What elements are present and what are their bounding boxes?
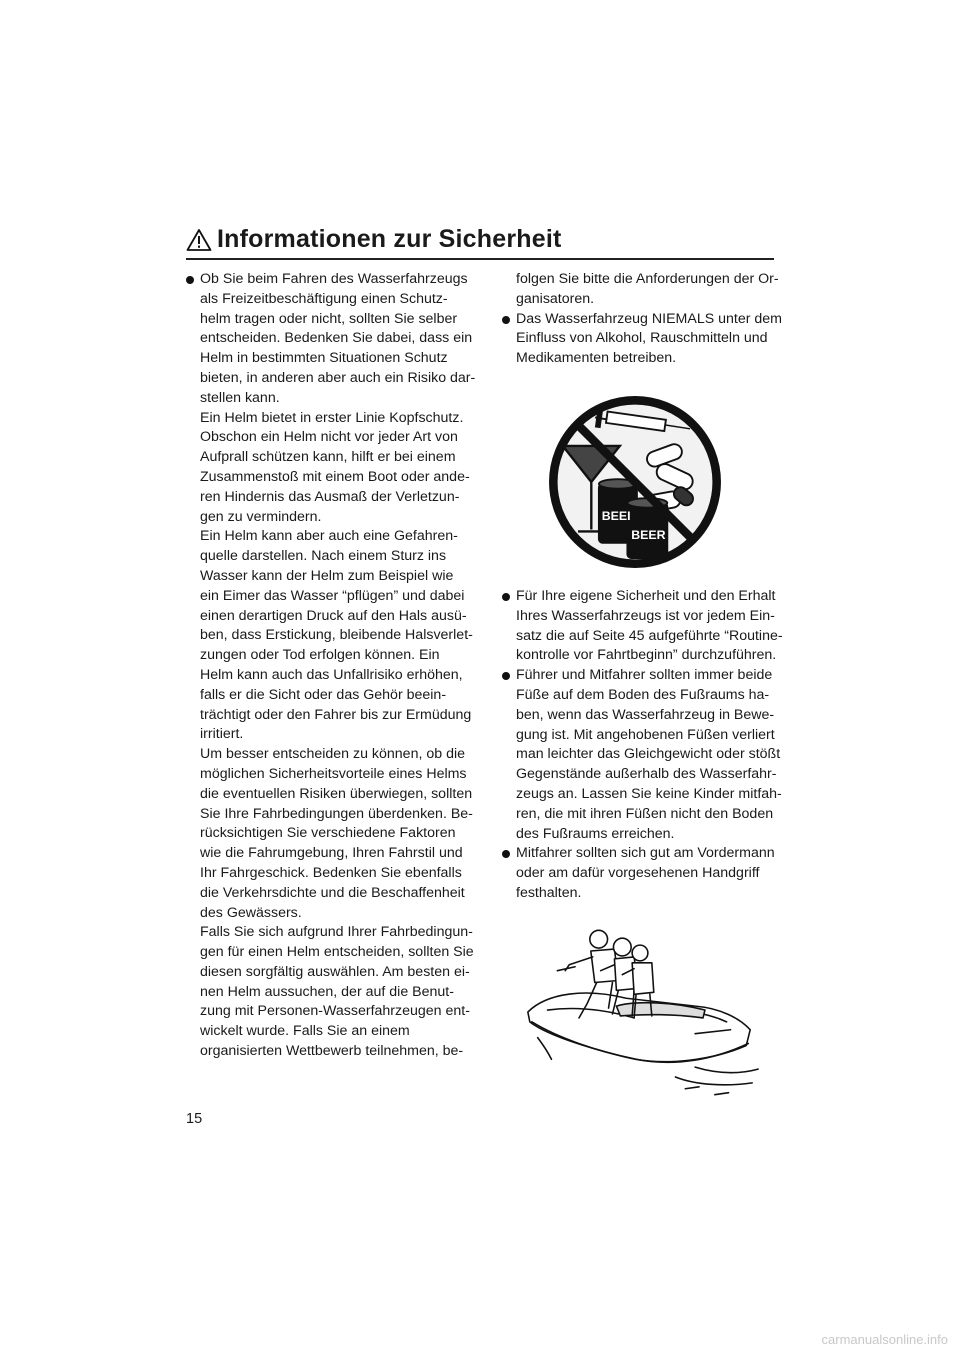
section-header [186, 224, 774, 260]
footer-watermark: carmanualsonline.info [821, 1332, 948, 1347]
bullet-dot [502, 850, 510, 858]
right-column [502, 270, 783, 1108]
paragraph-helmet-danger: Ein Helm kann aber auch eine Gefahren- quelle darstellen. Nach einem Sturz ins Wasser kann der Helm zum Beispiel wie ein Eimer das Wasser “pflügen” und dabei einen derartigen Druck auf den Hals ausü- ben, dass Erstickung, bleibende Halsverlet- zungen oder Tod erfolgen können. Ein Helm kann auch das Unfallrisiko erhöhen, falls er die Sicht oder das Gehör beein- trächtigt oder den Fahrer bis zur Ermüdung irritiert. [200, 528, 473, 743]
bullet-passengers-hold: Mitfahrer sollten sich gut am Vordermann oder am dafür vorgesehenen Handgriff festhalten. [502, 844, 774, 903]
paragraph-helmet-intro: Ob Sie beim Fahren des Wasserfahrzeugs als Freizeitbeschäftigung einen Schutz- helm tragen oder nicht, sollten Sie selber entscheiden. Bedenken Sie dabei, dass ein Helm in bestimmten Situationen Schutz bieten, in anderen aber auch ein Risiko dar- stellen kann. [200, 271, 476, 406]
bullet-feet-on-floor: Führer und Mitfahrer sollten immer beide Füße auf dem Boden des Fußraums ha- ben, wenn das Wasserfahrzeug in Bewe- gung ist. Mit angehobenen Füßen verliert man leichter das Gleichgewicht oder stößt Gegenstände außerhalb des Wasserfahr- zeugs an. Lassen Sie keine Kinder mitfah- ren, die mit ihren Füßen nicht den Boden des Fußraums erreichen. [502, 666, 774, 844]
bullet-dot [502, 316, 510, 324]
bullet-helmet [186, 270, 476, 1062]
can-label-2: BEER [631, 527, 666, 542]
paragraph-continuation: folgen Sie bitte die Anforderungen der Or- ganisatoren. [516, 271, 779, 307]
watercraft-riders-illustration [518, 918, 764, 1108]
paragraph-helmet-selection: Falls Sie sich aufgrund Ihrer Fahrbedingun- gen für einen Helm entscheiden, sollten Sie diesen sorgfältig auswählen. Am besten ei- nen Helm aussuchen, der auf die Benut- zung mit Personen-Wasserfahrzeugen ent- wickelt wurde. Falls Sie an einem organisierten Wettbewerb teilnehmen, be- [200, 924, 474, 1060]
page-title: Informationen zur Sicherheit [217, 225, 562, 253]
no-alcohol-drugs-illustration [540, 387, 730, 577]
page-number: 15 [186, 1111, 203, 1127]
bullet-dot [186, 276, 194, 284]
bullet-no-alcohol: Das Wasserfahrzeug NIEMALS unter dem Einfluss von Alkohol, Rauschmitteln und Medikamenten betreiben. [502, 310, 774, 369]
paragraph-helmet-protection: Ein Helm bietet in erster Linie Kopfschutz. Obschon ein Helm nicht vor jeder Art von Aufprall schützen kann, hilft er bei einem Zusammenstoß mit einem Boot oder ande- ren Hindernis das Ausmaß der Verletzun- gen zu vermindern. [200, 409, 470, 525]
warning-triangle-icon [186, 228, 212, 252]
bullet-dot [502, 593, 510, 601]
paragraph-helmet-decision: Um besser entscheiden zu können, ob die möglichen Sicherheitsvorteile eines Helms die eventuellen Risiken überwiegen, sollten Sie Ihre Fahrbedingungen überdenken. Be- rücksichtigen Sie verschiedene Faktoren wie die Fahrumgebung, Ihren Fahrstil und Ihr Fahrgeschick. Bedenken Sie ebenfalls die Verkehrsdichte und die Beschaffenheit des Gewässers. [200, 746, 473, 921]
left-column [186, 270, 476, 1062]
bullet-routine-check: Für Ihre eigene Sicherheit und den Erhalt Ihres Wasserfahrzeugs ist vor jedem Ein- satz die auf Seite 45 aufgeführte “Routine- kontrolle vor Fahrtbeginn” durchzuführen. [502, 587, 774, 666]
can-label-1: BEEI [601, 508, 631, 523]
bullet-dot [502, 672, 510, 680]
